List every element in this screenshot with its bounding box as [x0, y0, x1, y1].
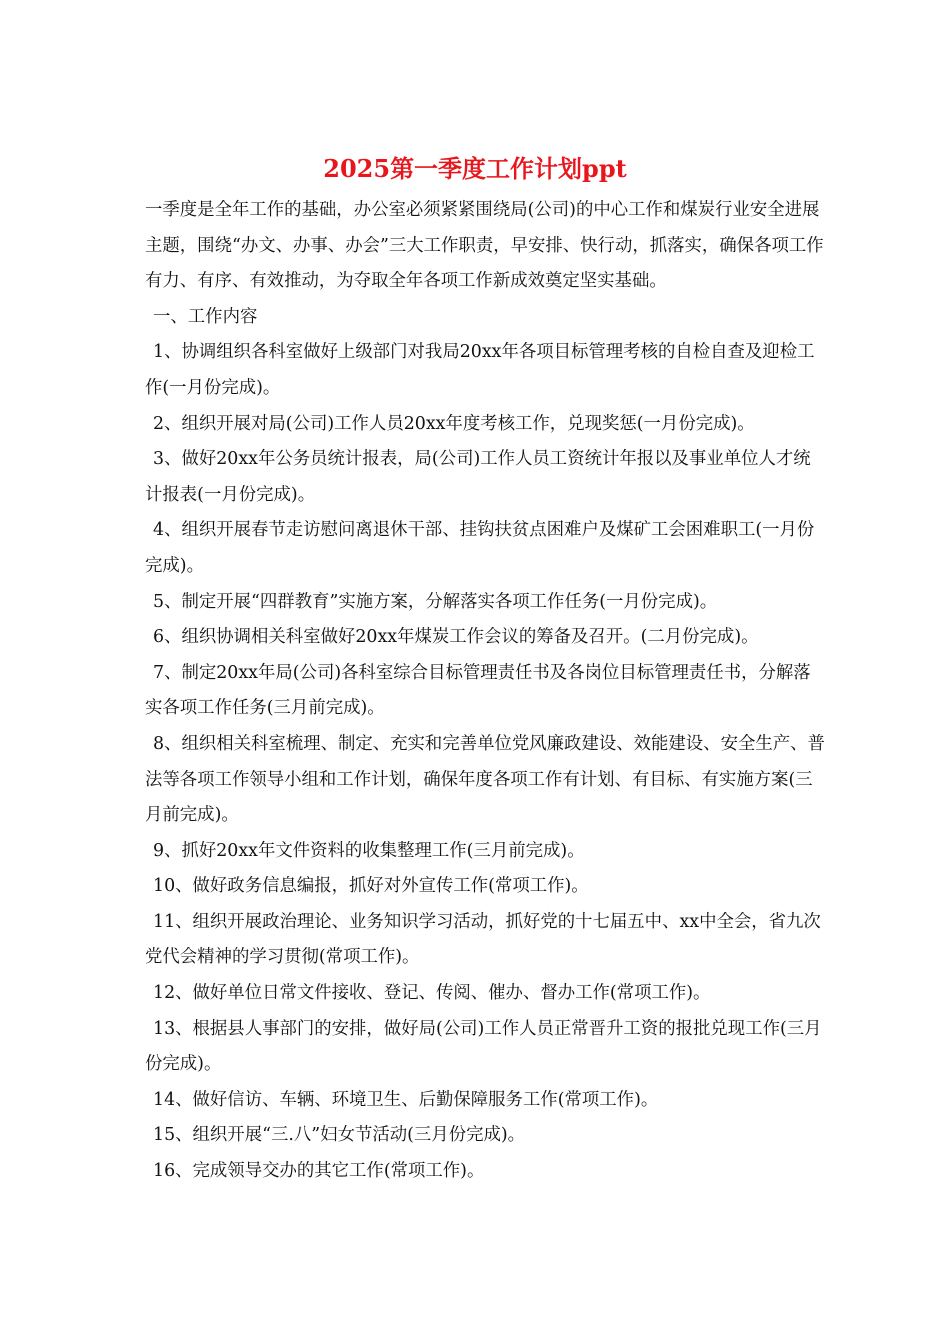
list-item: 7、制定20xx年局(公司)各科室综合目标管理责任书及各岗位目标管理责任书，分解落实各项工作任务(三月前完成)。	[145, 662, 811, 719]
list-item: 2、组织开展对局(公司)工作人员20xx年度考核工作，兑现奖惩(一月份完成)。	[153, 413, 755, 434]
document-title: 2025第一季度工作计划ppt	[323, 154, 627, 183]
list-item: 4、组织开展春节走访慰问离退休干部、挂钩扶贫点困难户及煤矿工会困难职工(一月份完成)。	[145, 520, 815, 576]
list-item: 13、根据县人事部门的安排，做好局(公司)工作人员正常晋升工资的报批兑现工作(三月份完成)。	[145, 1018, 822, 1075]
list-item: 16、完成领导交办的其它工作(常项工作)。	[153, 1161, 485, 1182]
list-item: 8、组织相关科室梳理、制定、充实和完善单位党风廉政建设、效能建设、安全生产、普法等各项工作领导小组和工作计划，确保年度各项工作有计划、有目标、有实施方案(三月前完成)。	[145, 733, 825, 826]
list-item: 5、制定开展“四群教育”实施方案，分解落实各项工作任务(一月份完成)。	[153, 591, 718, 612]
intro-paragraph: 一季度是全年工作的基础，办公室必须紧紧围绕局(公司)的中心工作和煤炭行业安全进展主题，围绕“办文、办事、办会”三大工作职责，早安排、快行动，抓落实，确保各项工作有力、有序、有效推动，为夺取全年各项工作新成效奠定坚实基础。	[145, 200, 824, 292]
list-item: 10、做好政务信息编报，抓好对外宣传工作(常项工作)。	[153, 876, 589, 897]
list-item: 15、组织开展“三.八”妇女节活动(三月份完成)。	[153, 1125, 526, 1146]
document-body	[145, 193, 825, 1190]
list-item: 12、做好单位日常文件接收、登记、传阅、催办、督办工作(常项工作)。	[153, 983, 711, 1004]
section-heading: 一、工作内容	[153, 306, 258, 327]
list-item: 14、做好信访、车辆、环境卫生、后勤保障服务工作(常项工作)。	[153, 1089, 659, 1110]
list-item: 1、协调组织各科室做好上级部门对我局20xx年各项目标管理考核的自检自查及迎检工作(一月份完成)。	[145, 342, 815, 398]
list-item: 11、组织开展政治理论、业务知识学习活动，抓好党的十七届五中、xx中全会，省九次党代会精神的学习贯彻(常项工作)。	[145, 911, 821, 968]
list-item: 9、抓好20xx年文件资料的收集整理工作(三月前完成)。	[153, 840, 585, 861]
list-item: 3、做好20xx年公务员统计报表，局(公司)工作人员工资统计年报以及事业单位人才统计报表(一月份完成)。	[145, 449, 811, 505]
list-item: 6、组织协调相关科室做好20xx年煤炭工作会议的筹备及召开。(二月份完成)。	[153, 627, 759, 648]
